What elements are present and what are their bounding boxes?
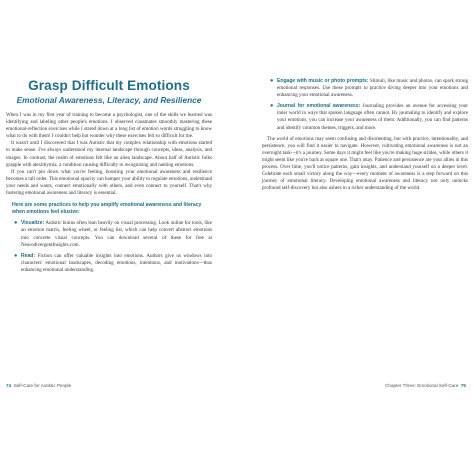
section-subtitle: Emotional Awareness, Literacy, and Resilience [16,95,202,105]
practices-list [14,220,212,274]
bullet-dot-icon: ● [14,220,18,227]
item-term: Read: [21,252,36,259]
body-paragraph: The world of emotions may seem confusing and disorienting, but with practice, intentionality, and persistence, you will find it easier to navigate. However, cultivating emotional awareness is not an overnight task—it's a journey. Some days it might feel like you're making huge strides, while others it might seem like you're back at square one. That's okay. Patience and persistence are your allies in this process. Over time, you'll notice patterns, gain insights, and understand yourself on a deeper level. Celebrate each small victory along the way—every moment of awareness is a step forward on this journey of emotional literacy. Developing emotional awareness and literacy not only unlocks profound self-discovery but also ushers in a richer understanding of the world. [262,135,468,192]
body-paragraph: When I was in my first year of training to become a psychologist, one of the skills we learned was identifying and labeling other people's emotions. I observed classmates smoothly mastering these emotional-reflection exercises while I stared down at a long list of emotion words struggling to know what to do with them! I couldn't help but wonder why these exercises felt so difficult for me. [6,112,212,140]
item-description: Autistic brains often lean heavily on visual processing. Look online for tools, like an emotion matrix, feeling wheel, or feeling list, which can help convert abstract emotions into concrete visual concepts. You can download several of these for free at NeurodivergentInsights.com. [21,220,212,248]
practices-list-continued [270,78,468,132]
right-page [262,78,468,192]
running-footer-title: Self-Care for Autistic People [13,383,72,388]
left-page [6,78,212,278]
list-item [14,253,212,274]
bullet-dot-icon: ● [14,252,18,259]
page-number: 75 [460,383,466,388]
section-title: Grasp Difficult Emotions [28,78,190,93]
bullet-dot-icon: ● [270,103,274,110]
bullet-dot-icon: ● [270,78,274,84]
list-item [270,78,468,99]
item-description: Journaling provides an avenue for accessing your inner world in ways that spoken language often cannot. By journaling to identify and explore your emotions, you can increase your awareness of them. Additionally, you can find patterns and identify common themes, triggers, and more. [277,103,468,131]
item-description: Stimuli, like music and photos, can spark strong emotional responses. Use these prompts to practice diving deeper into your emotions and enhancing your emotional awareness. [277,78,468,99]
right-page-footer [385,383,466,389]
left-page-footer [6,383,71,389]
practices-callout: Here are some practices to help you amplify emotional awareness and literacy when emotions feel elusive: [12,202,202,216]
item-description: Fiction can offer valuable insights into emotions. Authors give us windows into characters' emotional landscapes, decoding emotions, intentions, and motivations—thus enhancing emotional understanding. [21,252,212,273]
running-footer-chapter: Chapter Three: Emotional Self-Care [385,383,459,388]
item-term: Engage with music or photo prompts: [277,78,369,84]
page-number: 74 [6,383,12,388]
item-term: Journal for emotional awareness: [277,103,361,110]
list-item [14,220,212,248]
body-paragraph: It wasn't until I discovered that I was Autistic that my complex relationship with emotions started to make sense. I've always understood my internal landscape through concepts, ideas, analysis, and images. In contrast, the realm of emotions felt like an alien landscape. About half of Autistic folks grapple with alexithymia, a condition causing difficulty in recognizing and naming emotions. [6,140,212,168]
body-paragraph: If you can't pin down what you're feeling, boosting your emotional awareness and resilience becomes a tall order. This emotional opacity can hamper your ability to regulate emotions, understand your needs and wants, connect emotionally with others, and even connect to yourself. That's why fostering emotional awareness and literacy is essential. [6,168,212,197]
item-term: Visualize: [21,220,45,227]
list-item [270,103,468,131]
